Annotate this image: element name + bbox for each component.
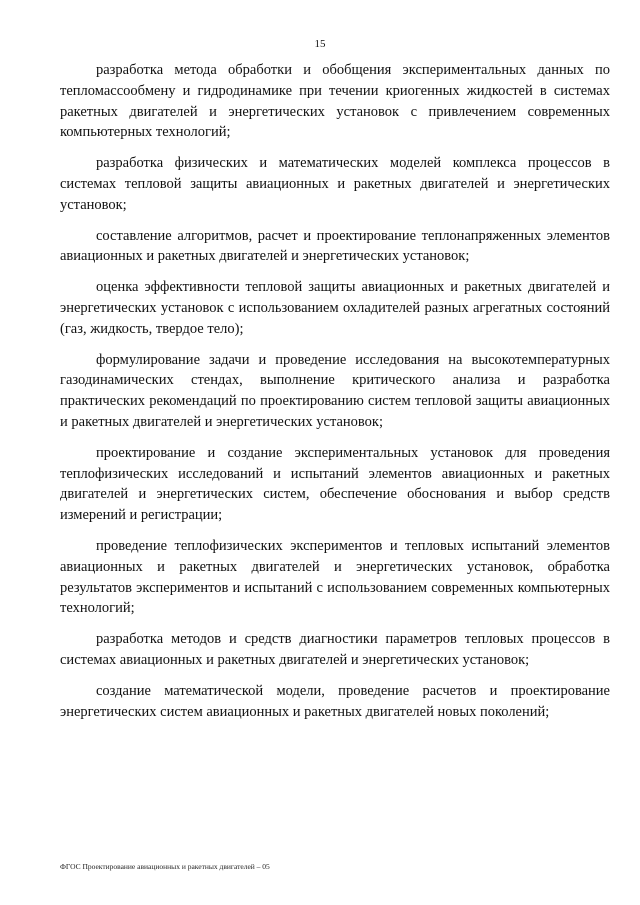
page-footer: ФГОС Проектирование авиационных и ракетных двигателей – 05 (60, 862, 270, 871)
paragraph-9: создание математической модели, проведение расчетов и проектирование энергетических систем авиационных и ракетных двигателей новых поколений; (60, 682, 610, 720)
paragraph-5: формулирование задачи и проведение исследования на высокотемпературных газодинамических стендах, выполнение критического анализа и разработка практических рекомендаций по проектированию систем тепловой защиты авиационных и ракетных двигателей и энергетических установок; (60, 351, 610, 430)
page-number: 15 (314, 38, 326, 50)
paragraph-1: разработка метода обработки и обобщения экспериментальных данных по тепломассообмену и гидродинамике при течении криогенных жидкостей в системах ракетных двигателей и энергетических установок с привлечением современных компьютерных технологий; (60, 62, 610, 141)
paragraph-2: разработка физических и математических моделей комплекса процессов в системах тепловой защиты авиационных и ракетных двигателей и энергетических установок; (60, 155, 610, 213)
paragraph-8: разработка методов и средств диагностики параметров тепловых процессов в системах авиационных и ракетных двигателей и энергетических установок; (60, 631, 610, 668)
paragraph-4: оценка эффективности тепловой защиты авиационных и ракетных двигателей и энергетических установок с использованием охладителей разных агрегатных состояний (газ, жидкость, твердое тело); (60, 279, 610, 337)
paragraph-6: проектирование и создание экспериментальных установок для проведения теплофизических исследований и испытаний элементов авиационных и ракетных двигателей и энергетических систем, обеспечение обоснования и выбор средств измерений и регистрации; (60, 444, 610, 524)
paragraph-7: проведение теплофизических экспериментов и тепловых испытаний элементов авиационных и ракетных двигателей и энергетических установок, обработка результатов экспериментов и испытаний с использованием современных компьютерных технологий; (60, 537, 610, 617)
paragraph-3: составление алгоритмов, расчет и проектирование теплонапряженных элементов авиационных и ракетных двигателей и энергетических установок; (60, 227, 610, 265)
document-body (60, 60, 610, 732)
